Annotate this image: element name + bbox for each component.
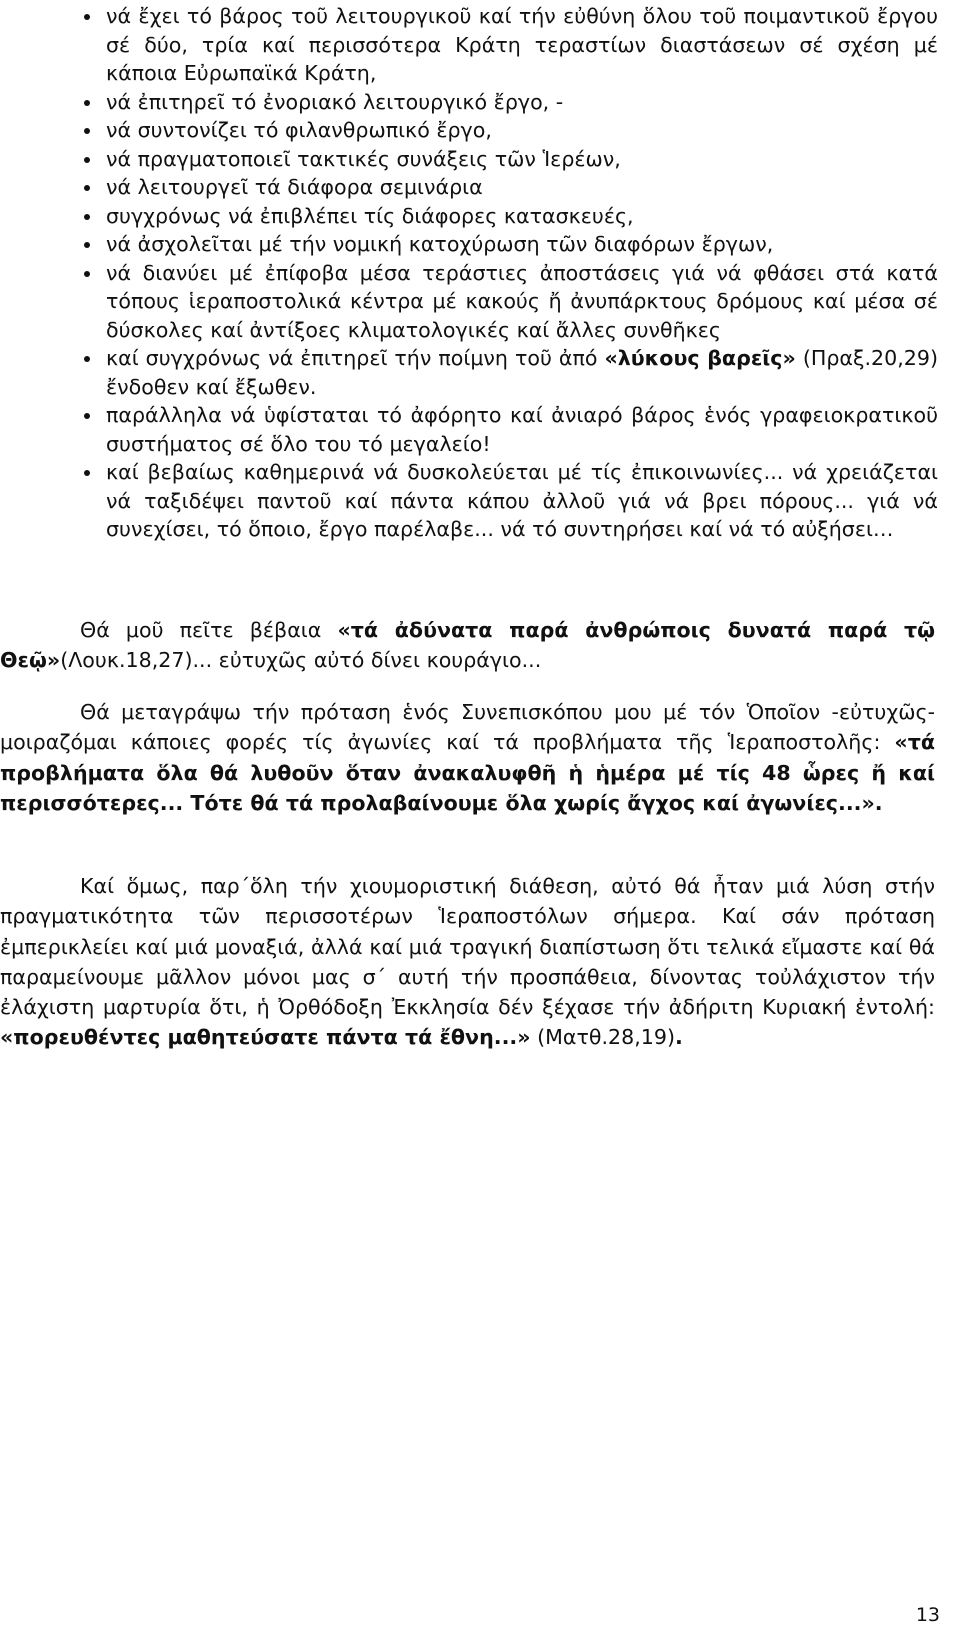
- bullet-item: νά διανύει μέ ἐπίφοβα μέσα τεράστιες ἀποστάσεις γιά νά φθάσει στά κατά τόπους ἱεραποστολικά κέντρα μέ κακούς ἤ ἀνυπάρκτους δρόμους καί μέσα σέ δύσκολες καί ἀντίξοες κλιματολογικές καί ἄλλες συνθῆκες: [78, 259, 938, 345]
- bullet-item: παράλληλα νά ὑφίσταται τό ἀφόρητο καί ἀνιαρό βάρος ἑνός γραφειοκρατικοῦ συστήματος σέ ὅλο του τό μεγαλείο!: [78, 401, 938, 458]
- bold-quote: «τά ἀδύνατα παρά ἀνθρώποις δυνατά παρά τῷ Θεῷ»: [0, 618, 935, 673]
- bold-quote: «πορευθέντες μαθητεύσατε πάντα τά ἔθνη...»: [0, 1025, 531, 1050]
- paragraph-colleague-proposal: Θά μεταγράψω τήν πρόταση ἑνός Συνεπισκόπου μου μέ τόν Ὁποῖον -εὐτυχῶς- μοιραζόμαι κάποιες φορές τίς ἀγωνίες καί τά προβλήματα τῆς Ἱεραποστολῆς: «τά προβλήματα ὅλα θά λυθοῦν ὅταν ἀνακαλυφθῆ ἡ ἡμέρα μέ τίς 48 ὧρες ἤ καί περισσότερες... Τότε θά τά προλαβαίνουμε ὅλα χωρίς ἄγχος καί ἀγωνίες...».: [0, 700, 935, 815]
- paragraph-bible-quote: Θά μοῦ πεῖτε βέβαια «τά ἀδύνατα παρά ἀνθρώποις δυνατά παρά τῷ Θεῷ»(Λουκ.18,27)... εὐτυχῶς αὐτό δίνει κουράγιο...: [0, 618, 935, 673]
- bullet-item: καί βεβαίως καθημερινά νά δυσκολεύεται μέ τίς ἐπικοινωνίες... νά χρειάζεται νά ταξιδέψει παντοῦ καί πάντα κάπου ἀλλοῦ γιά νά βρει πόρους... γιά νά συνεχίσει, τό ὅποιο, ἔργο παρέλαβε... νά τό συντηρήσει καί νά τό αὐξήσει…: [78, 458, 938, 544]
- bullet-item: νά ἔχει τό βάρος τοῦ λειτουργικοῦ καί τήν εὐθύνη ὅλου τοῦ ποιμαντικοῦ ἔργου σέ δύο, τρία καί περισσότερα Κράτη τεραστίων διαστάσεων σέ σχέση μέ κάποια Εὐρωπαϊκά Κράτη,: [78, 2, 938, 88]
- bullet-item: καί συγχρόνως νά ἐπιτηρεῖ τήν ποίμνη τοῦ ἀπό «λύκους βαρεῖς» (Πραξ.20,29) ἔνδοθεν καί ἔξωθεν.: [78, 344, 938, 401]
- bullet-item: νά λειτουργεῖ τά διάφορα σεμινάρια: [78, 173, 938, 202]
- bullet-item: συγχρόνως νά ἐπιβλέπει τίς διάφορες κατασκευές,: [78, 202, 938, 231]
- bullet-item: νά συντονίζει τό φιλανθρωπικό ἔργο,: [78, 116, 938, 145]
- bold-quote: «τά προβλήματα ὅλα θά λυθοῦν ὅταν ἀνακαλυφθῆ ἡ ἡμέρα μέ τίς 48 ὧρες ἤ καί περισσότερες... Τότε θά τά προλαβαίνουμε ὅλα χωρίς ἄγχος καί ἀγωνίες...».: [0, 730, 935, 815]
- paragraph-conclusion: Καί ὅμως, παρ΄ὅλη τήν χιουμοριστική διάθεση, αὐτό θά ἦταν μιά λύση στήν πραγματικότητα τῶν περισσοτέρων Ἱεραποστόλων σήμερα. Καί σάν πρόταση ἐμπερικλείει καί μιά μοναξιά, ἀλλά καί μιά τραγική διαπίστωση ὅτι τελικά εἴμαστε καί θά παραμείνουμε μᾶλλον μόνοι μας σ΄ αυτή τήν προσπάθεια, δίνοντας τοὐλάχιστον τήν ἐλάχιστη μαρτυρία ὅτι, ἡ Ὀρθόδοξη Ἐκκλησία δέν ξέχασε τήν ἀδήριτη Κυριακή ἐντολή: «πορευθέντες μαθητεύσατε πάντα τά ἔθνη...» (Ματθ.28,19).: [0, 874, 935, 1050]
- bullet-list: [78, 2, 938, 544]
- bullet-item: νά ἐπιτηρεῖ τό ἐνοριακό λειτουργικό ἔργο, -: [78, 88, 938, 117]
- bullet-item: νά πραγματοποιεῖ τακτικές συνάξεις τῶν Ἱερέων,: [78, 145, 938, 174]
- page-number: 13: [915, 1604, 940, 1626]
- bullet-item: νά ἀσχολεῖται μέ τήν νομική κατοχύρωση τῶν διαφόρων ἔργων,: [78, 230, 938, 259]
- bold-quote: «λύκους βαρεῖς»: [604, 346, 796, 370]
